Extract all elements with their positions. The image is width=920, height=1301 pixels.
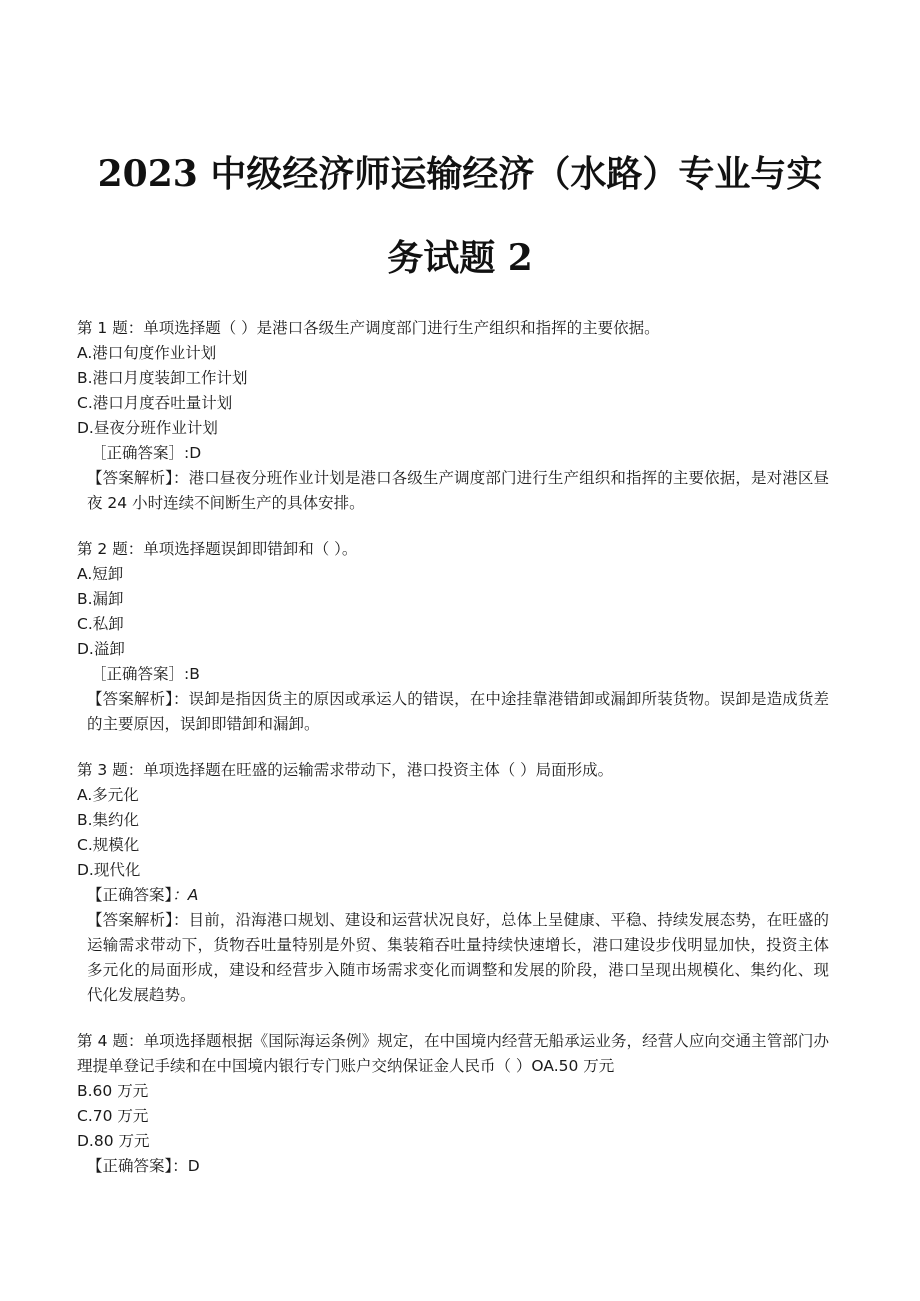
question-stem: 第 2 题：单项选择题误卸即错卸和（ ）。 [77,540,358,558]
question-2 [77,537,829,737]
correct-answer: 【正确答案】：D [87,1157,200,1175]
question-stem: 第 4 题：单项选择题根据《国际海运条例》规定，在中国境内经营无船承运业务，经营人应向交通主管部门办理提单登记手续和在中国境内银行专门账户交纳保证金人民币（ ）OA.50 万元 [77,1032,829,1075]
option-a: A.多元化 [77,786,139,804]
answer-label: 【正确答案】 [87,886,173,904]
question-1 [77,316,829,516]
analysis-label: 【答案解析】 [87,911,173,929]
correct-answer: ［正确答案］:B [91,665,200,683]
page-title-line-2: 务试题 2 [387,237,533,279]
option-c: C.规模化 [77,836,140,854]
option-d: D.80 万元 [77,1132,150,1150]
option-d: D.现代化 [77,861,141,879]
analysis-text: ：目前，沿海港口规划、建设和运营状况良好，总体上呈健康、平稳、持续发展态势，在旺盛的运输需求带动下，货物吞吐量特别是外贸、集装箱吞吐量持续快速增长，港口建设步伐明显加快，投资主体多元化的局面形成，建设和经营步入随市场需求变化而调整和发展的阶段，港口呈现出规模化、集约化、现代化发展趋势。 [87,911,829,1004]
answer-value: ：A [172,886,199,904]
question-stem: 第 1 题：单项选择题（ ）是港口各级生产调度部门进行生产组织和指挥的主要依据。 [77,319,660,337]
question-stem: 第 3 题：单项选择题在旺盛的运输需求带动下，港口投资主体（ ）局面形成。 [77,761,614,779]
option-b: B.集约化 [77,811,140,829]
option-b: B.漏卸 [77,590,124,608]
option-c: C.港口月度吞吐量计划 [77,394,233,412]
option-b: B.60 万元 [77,1082,149,1100]
correct-answer [77,883,829,908]
option-a: A.短卸 [77,565,124,583]
option-c: C.私卸 [77,615,124,633]
correct-answer: ［正确答案］:D [91,444,202,462]
analysis-label: 【答案解析】 [87,690,173,708]
question-3 [77,758,829,1008]
page-title [60,132,860,300]
option-d: D.昼夜分班作业计划 [77,419,218,437]
option-c: C.70 万元 [77,1107,149,1125]
answer-analysis [77,687,829,737]
option-b: B.港口月度装卸工作计划 [77,369,248,387]
option-a: A.港口旬度作业计划 [77,344,217,362]
answer-analysis [77,466,829,516]
question-list [77,316,829,1200]
option-d: D.溢卸 [77,640,125,658]
page-title-line-1: 2023 中级经济师运输经济（水路）专业与实 [97,153,823,195]
analysis-text: ：港口昼夜分班作业计划是港口各级生产调度部门进行生产组织和指挥的主要依据，是对港区昼夜 24 小时连续不间断生产的具体安排。 [87,469,829,512]
question-4 [77,1029,829,1179]
analysis-label: 【答案解析】 [87,469,173,487]
analysis-text: ：误卸是指因货主的原因或承运人的错误，在中途挂靠港错卸或漏卸所装货物。误卸是造成货差的主要原因，误卸即错卸和漏卸。 [87,690,829,733]
answer-analysis [77,908,829,1008]
